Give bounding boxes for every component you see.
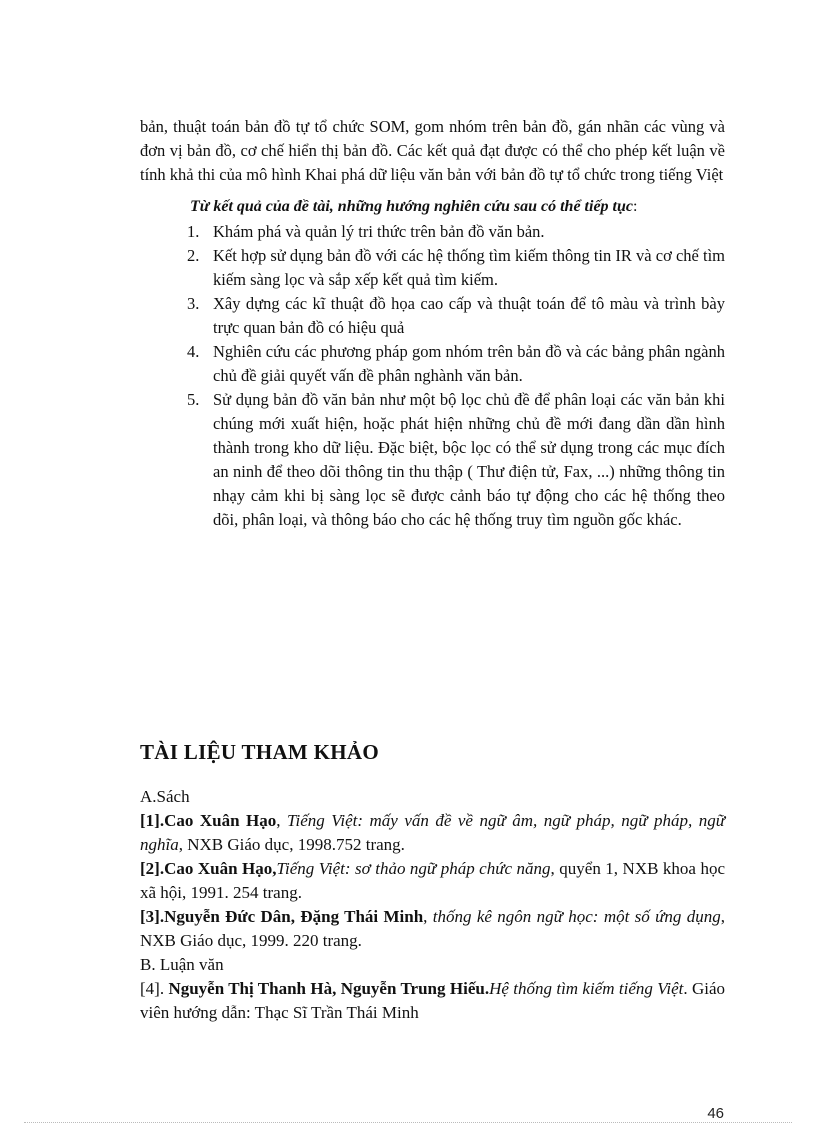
list-item — [187, 220, 725, 244]
reference-1-sep: , — [276, 811, 287, 830]
reference-3-author: [3].Nguyễn Đức Dân, Đặng Thái Minh — [140, 907, 424, 926]
list-item-text: Nghiên cứu các phương pháp gom nhóm trên bản đồ và các bảng phân ngành chủ đề giải quyết vấn đề phân nghành văn bản. — [213, 342, 725, 385]
reference-3 — [140, 905, 725, 953]
section-a-heading: A.Sách — [140, 787, 190, 806]
list-item — [187, 244, 725, 292]
reference-2-publisher: , quyển 1, NXB khoa học xã hội, 1991. 254 trang. — [140, 859, 726, 902]
list-item — [187, 340, 725, 388]
reference-4-advisor: . Giáo viên hướng dẫn: Thạc Sĩ Trần Thái Minh — [140, 979, 726, 1022]
reference-4-author: Nguyễn Thị Thanh Hà, Nguyễn Trung Hiếu. — [168, 979, 490, 998]
list-item-number: 4. — [187, 342, 200, 361]
list-item-number: 3. — [187, 294, 200, 313]
future-work-lead — [190, 195, 637, 219]
reference-1 — [140, 809, 725, 857]
list-item-text: Kết hợp sử dụng bản đồ với các hệ thống tìm kiếm thông tin IR và cơ chế tìm kiếm sàng lọc và sắp xếp kết quả tìm kiếm. — [213, 246, 725, 289]
intro-paragraph: bản, thuật toán bản đồ tự tổ chức SOM, gom nhóm trên bản đồ, gán nhãn các vùng và đơn vị bản đồ, cơ chế hiển thị bản đồ. Các kết quả đạt được có thể cho phép kết luận về tính khả thi của mô hình Khai phá dữ liệu văn bản với bản đồ tự tổ chức trong tiếng Việt — [140, 116, 725, 184]
reference-3-sep: , — [423, 907, 433, 926]
reference-2-author: [2].Cao Xuân Hạo, — [140, 859, 277, 878]
list-item-number: 1. — [187, 222, 200, 241]
reference-2 — [140, 857, 725, 905]
section-b-heading: B. Luận văn — [140, 955, 224, 974]
references-list — [140, 785, 725, 1025]
reference-4 — [140, 977, 725, 1025]
reference-4-title: Hệ thống tìm kiếm tiếng Việt — [489, 979, 684, 998]
list-item-text: Khám phá và quản lý tri thức trên bản đồ văn bản. — [213, 222, 545, 241]
reference-1-title: Tiếng Việt: mấy vấn đề về ngữ âm, ngữ pháp, ngữ pháp, ngữ nghĩa — [140, 811, 726, 854]
reference-4-label: [4]. — [140, 979, 169, 998]
reference-1-publisher: , NXB Giáo dục, 1998.752 trang. — [178, 835, 405, 854]
reference-3-publisher: , NXB Giáo dục, 1999. 220 trang. — [140, 907, 725, 950]
list-item-number: 2. — [187, 246, 200, 265]
references-heading: TÀI LIỆU THAM KHẢO — [140, 740, 379, 764]
future-work-list — [187, 220, 725, 532]
list-item — [187, 292, 725, 340]
page-number: 46 — [707, 1105, 724, 1122]
reference-2-title: Tiếng Việt: sơ thảo ngữ pháp chức năng — [276, 859, 551, 878]
list-item-number: 5. — [187, 390, 200, 409]
reference-3-title: thống kê ngôn ngữ học: một số ứng dụng — [432, 907, 721, 926]
list-item — [187, 388, 725, 532]
future-work-lead-text: Từ kết quả của đề tài, những hướng nghiên cứu sau có thể tiếp tục — [190, 198, 633, 215]
list-item-text: Xây dựng các kĩ thuật đồ họa cao cấp và thuật toán để tô màu và trình bày trực quan bản đồ có hiệu quả — [213, 294, 725, 337]
reference-1-author: [1].Cao Xuân Hạo — [140, 811, 277, 830]
list-item-text: Sử dụng bản đồ văn bản như một bộ lọc chủ đề để phân loại các văn bản khi chúng mới xuất hiện, hoặc phát hiện những chủ đề mới đang dần dần hình thành trong kho dữ liệu. Đặc biệt, bộc lọc có thể sử dụng trong các mục đích an ninh để theo dõi thông tin thu thập ( Thư điện tử, Fax, ...) những thông tin nhạy cảm khi bị sàng lọc sẽ được cảnh báo tự động cho các hệ thống theo dõi, phân loại, và thông báo cho các hệ thống truy tìm nguồn gốc khác. — [213, 390, 725, 529]
future-work-lead-colon: : — [632, 198, 638, 215]
